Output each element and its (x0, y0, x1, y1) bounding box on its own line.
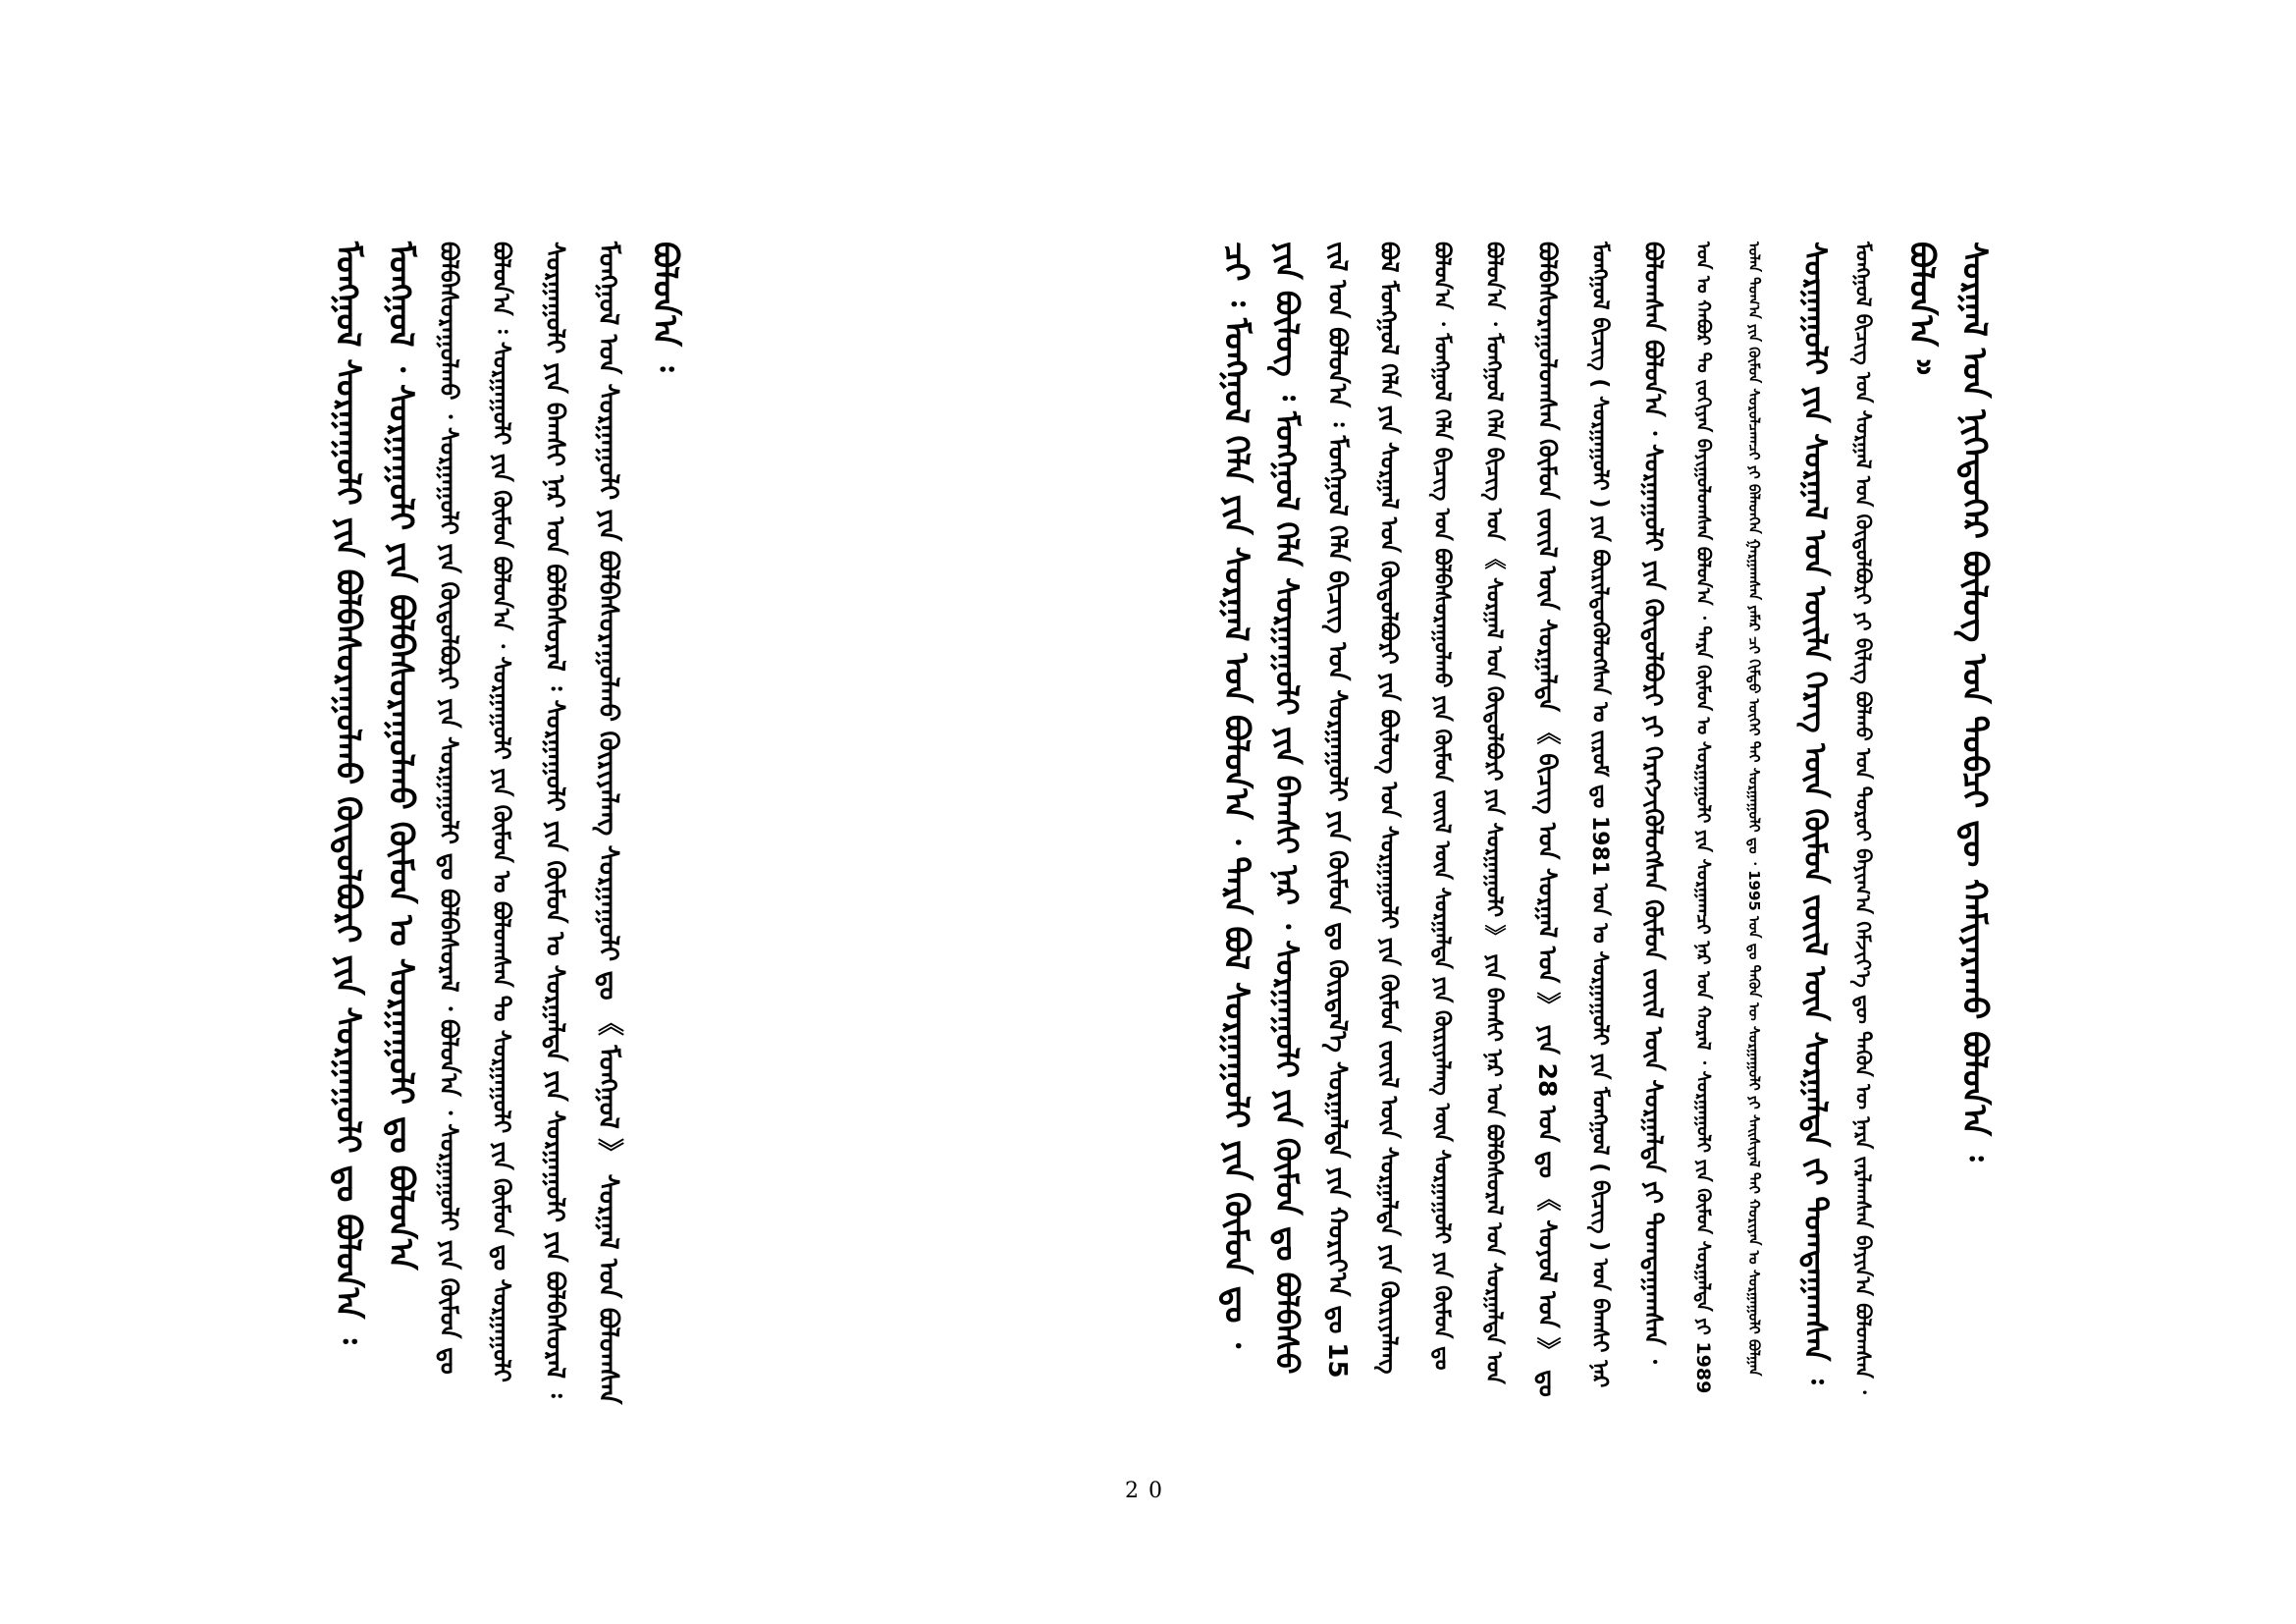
text-column-17: ᠮᠣᠩᠭᠣᠯ ᠤᠨ ᠰᠤᠷᠭᠠᠭᠤᠯᠢ ᠶᠢᠨ ᠪᠣᠯᠪᠠᠰᠤᠷᠠᠭᠤᠯᠬᠤ ᠬᠦᠷᠢᠶᠡᠯᠡᠩ ᠰᠤᠷᠭᠠᠭᠤᠯᠢ ᠳᠤ 《 ᠮᠣᠩᠭᠣᠯ 》 ᠰᠤᠷᠭᠠᠯ ᠤᠨ ᠪᠣᠯᠤᠭᠰᠠᠨ (593, 242, 623, 1405)
text-column-18: ᠰᠤᠷᠭᠠᠭᠤᠯᠢ ᠶᠢᠨ ᠪᠠᠭᠰᠢ ᠨᠠᠷ ᠤᠨ ᠪᠣᠯᠪᠠᠰᠤᠷᠠᠯ ᠄ ᠰᠤᠷᠭᠠᠭᠤᠯᠢ ᠶᠢᠨ ᠬᠦᠮᠦᠨ ᠤ ᠰᠤᠷᠭᠠᠯᠲᠠ ᠶᠢᠨ ᠰᠤᠷᠭᠠᠭᠤᠯᠢ ᠶᠢᠨ ᠪᠣᠯᠪᠠᠰᠤᠷᠠᠯ ᠄ (540, 242, 569, 1398)
text-column-12: ᠪᠣᠯ ᠮᠣᠩᠭᠣᠯ ᠬᠡᠯᠡ ᠶᠢᠨ ᠰᠤᠷᠭᠠᠯ ᠤᠨ ᠬᠥᠲᠦᠯᠪᠦᠷᠢ ᠶᠢᠨ ᠪᠦᠯᠦᠭ ᠤᠨ ᠰᠤᠷᠭᠠᠭᠤᠯᠢ ᠶᠢᠨ ᠬᠦᠮᠦᠨ ᠵᠦᠢᠯ ᠦᠨ ᠰᠤᠷᠭᠠᠯᠲᠠ ᠶᠢᠨ ᠬᠦᠷᠢᠶᠡᠯᠡᠩ (1375, 242, 1403, 1375)
text-column-5: ᠣᠯᠠᠨ ᠲᠣᠭ᠎ᠠ ᠶᠢᠨ ᠬᠦᠮᠦᠨ ᠰᠤᠷᠤᠯᠴᠠᠭᠴᠢ ᠶᠢ ᠪᠡᠯᠡᠳᠬᠡᠨ ᠭᠠᠷᠭᠠᠭᠰᠠᠨ ᠶᠠᠮᠠᠷ ᠴᠢ ᠬᠢᠮᠳᠦ ᠦᠭᠡᠢ ᠲᠡᠢ ᠰᠤᠷᠭᠠᠭᠤᠯᠢ ᠳᠤ ᠂ 1995 ᠣᠨ ᠳᠤ ᠲᠡᠭᠦᠨ ᠦ ᠰᠤᠷᠭᠠᠭᠤᠯᠢ ᠶᠢ ᠰᠠᠢᠰᠢᠶᠠᠯ ᠲᠠᠢ ᠬᠣᠷᠢᠶᠠᠨ ᠤ ᠰᠤᠷᠭᠠᠭᠤᠯᠢ ᠪᠣᠯᠭᠠᠨ (1745, 242, 1763, 1377)
text-column-4: ᠰᠤᠷᠭᠠᠭᠤᠯᠢ ᠶᠢᠨ ᠰᠤᠷᠭᠠᠯ ᠤᠨ ᠦᠢᠯᠡ ᠬᠡᠷᠡᠭ ᠦᠨ ᠬᠦᠮᠦᠨ ᠵᠦᠢᠯ ᠦᠨ ᠰᠤᠷᠭᠠᠯᠲᠠ ᠵᠢ ᠲᠣᠭᠲᠠᠭᠠᠭᠰᠠᠨ ᠄ (1797, 242, 1833, 1384)
text-column-7: ᠪᠣᠯᠤᠭᠰᠠᠨ ᠪᠣᠯᠤᠨ᠎ᠠ ᠂ ᠰᠤᠷᠭᠠᠭᠤᠯᠢ ᠶᠢᠨ ᠬᠥᠲᠦᠯᠪᠦᠷᠢ ᠶᠢ ᠬᠡᠷᠡᠭᠵᠢᠭᠦᠯᠦᠭᠰᠡᠨ ᠬᠦᠮᠦᠨ ᠵᠦᠢᠯ ᠦᠨ ᠰᠤᠷᠭᠠᠯᠲᠠ ᠶᠢ ᠲᠣᠭᠲᠠᠭᠠᠭᠰᠠᠨ ᠂ (1639, 242, 1668, 1364)
text-column-20: ᠪᠣᠯᠪᠠᠰᠤᠷᠠᠭᠤᠯᠬᠤ ᠂ ᠰᠤᠷᠭᠠᠭᠤᠯᠢ ᠶᠢᠨ ᠬᠥᠲᠦᠯᠪᠦᠷᠢ ᠶᠢᠨ ᠰᠤᠷᠭᠠᠭᠤᠯᠢ ᠳᠤ ᠪᠣᠯᠪᠠᠰᠤᠷᠠᠯ ᠂ ᠪᠣᠯᠤᠨ᠎ᠠ ᠂ ᠰᠤᠷᠭᠠᠭᠤᠯᠢ ᠶᠢᠨ ᠬᠦᠮᠦᠨ ᠳᠤ (435, 242, 463, 1375)
text-column-21: ᠮᠣᠩᠭᠣᠯ ᠂ ᠰᠤᠷᠭᠠᠭᠤᠯᠢ ᠶᠢᠨ ᠪᠣᠯᠪᠠᠰᠤᠷᠠᠭᠤᠯᠬᠤ ᠬᠦᠮᠦᠨ ᠤ ᠰᠤᠷᠭᠠᠭᠤᠯᠢ ᠳᠤ ᠪᠣᠯᠤᠨ᠎ᠠ (381, 242, 420, 1271)
text-column-16: ᠪᠣᠯᠤᠨ᠎ᠠ ᠄ (645, 242, 684, 372)
text-column-13: ᠵᠢᠯ ᠤᠨ ᠪᠣᠯᠤᠨ᠎ᠠ ᠄ ᠮᠣᠩᠭᠣᠯ ᠬᠡᠯᠡ ᠪᠢᠴᠢᠭ ᠤᠨ ᠰᠤᠷᠭᠠᠭᠤᠯᠢ ᠶᠢᠨ ᠬᠦᠮᠦᠨ ᠳᠤ ᠬᠦᠷᠲᠡᠯ᠎ᠡ ᠰᠤᠷᠭᠠᠯᠲᠠ ᠶᠢᠨ ᠬᠣᠷᠢᠶ᠎ᠠ ᠳᠤ 15 (1322, 242, 1352, 1379)
text-column-19: ᠪᠣᠯᠤᠨ᠎ᠠ ᠄ ᠰᠤᠷᠭᠠᠭᠤᠯᠢ ᠶᠢᠨ ᠬᠦᠮᠦᠨ ᠪᠣᠯᠤᠨ᠎ᠠ ᠂ ᠰᠤᠷᠭᠠᠭᠤᠯᠢ ᠶᠢᠨ ᠬᠦᠮᠦᠨ ᠤ ᠪᠣᠯᠤᠭᠰᠠᠨ ᠲᠤ ᠰᠤᠷᠭᠠᠭᠤᠯᠢ ᠶᠢᠨ ᠬᠦᠮᠦᠨ ᠳᠤ ᠰᠤᠷᠭᠠᠭᠤᠯᠢ (488, 242, 515, 1382)
page-number: 20 (1125, 1479, 1172, 1503)
text-column-1: ᠰᠤᠷᠭᠠᠯ ᠤᠨ ᠨᠢᠭᠡᠳᠦᠭᠡᠷ ᠪᠦᠯᠦᠭ ᠤᠨ ᠲᠣᠪᠴᠢ ᠳᠦ ᠬᠠᠮᠢᠶᠠᠷᠠᠬᠤ ᠪᠣᠯᠤᠨ᠎ᠠ ᠄ (1954, 242, 1994, 1162)
text-column-22: ᠮᠣᠩᠭᠣᠯ ᠰᠤᠷᠭᠠᠭᠤᠯᠢ ᠶᠢᠨ ᠪᠣᠯᠪᠠᠰᠤᠷᠠᠭᠤᠯᠬᠤ ᠬᠥᠲᠦᠯᠪᠦᠷᠢ ᠶᠢᠨ ᠰᠤᠷᠭᠠᠭᠤᠯᠢ ᠳᠤ ᠪᠣᠯᠤᠨ᠎ᠠ ᠄ (328, 242, 367, 1344)
text-column-14: ᠶᠢᠨ ᠪᠦᠯᠦᠭ ᠄ ᠮᠣᠩᠭᠣᠯ ᠬᠡᠯᠡ ᠰᠤᠷᠭᠠᠭᠤᠯᠢ ᠶᠢᠨ ᠪᠠᠭᠰᠢ ᠨᠠᠷ ᠂ ᠰᠤᠷᠭᠠᠭᠤᠯᠢ ᠶᠢᠨ ᠬᠦᠮᠦᠨ ᠳᠤ ᠪᠣᠯᠪᠠᠰᠤ (1268, 242, 1306, 1375)
text-column-15: ᠴᠢ ᠄ ᠮᠣᠩᠭᠣᠯ ᠬᠡᠯᠡ ᠶᠢᠨ ᠰᠤᠷᠭᠠᠯ ᠤᠨ ᠪᠣᠯᠤᠨ᠎ᠠ ᠂ ᠲᠡᠷᠡ ᠪᠣᠯ ᠰᠤᠷᠭᠠᠭᠤᠯᠢ ᠶᠢᠨ ᠬᠦᠮᠦᠨ ᠳᠤ ᠂ (1216, 242, 1255, 1349)
text-column-3: ᠮᠣᠩᠭᠣᠯ ᠪᠢᠴᠢᠭ ᠤᠨ ᠰᠤᠷᠭᠠᠯ ᠤᠨ ᠬᠥᠲᠦᠯᠪᠦᠷᠢ ᠶᠢ ᠪᠢᠯᠢᠭ ᠪᠣᠯᠬᠤ ᠤᠨ ᠳᠤᠷᠤᠢ ᠪᠠᠶᠢᠭ᠎ᠠ ᠬᠡᠮᠵᠢᠶ᠎ᠡ ᠳᠦ ᠲᠡᠭᠦᠨ ᠦ ᠨᠡᠷᠡ ᠵᠠᠷᠯᠠᠭᠰᠠᠨ ᠪᠠᠶᠢᠨ᠎ᠠ ᠪᠣᠯᠤᠭᠰᠠᠨ ᠂ (1851, 242, 1875, 1394)
text-column-2: ᠪᠣᠯᠤᠨ᠎ᠠ ᠉ (1901, 242, 1941, 377)
text-column-6: ᠣᠨ ᠤ ᠬᠠᠪᠤᠷ ᠲᠤ ᠵᠣᠬᠢᠶᠠᠨ ᠪᠠᠶᠢᠭᠤᠯᠤᠭᠰᠠᠨ ᠪᠣᠯᠤᠨ᠎ᠠ ᠂ ᠲᠡᠷᠡ ᠬᠦᠮᠦᠨ ᠤ ᠰᠤᠷᠭᠠᠭᠤᠯᠢ ᠶᠢᠨ ᠰᠤᠷᠭᠠᠭᠴᠢ ᠨᠠᠷ ᠤᠨ ᠬᠤᠷᠠᠯ ᠂ ᠰᠤᠷᠭᠠᠭᠤᠯᠢ ᠶᠢᠨ ᠬᠦᠮᠦᠨ ᠰᠤᠷᠭᠠᠯᠲᠠ ᠶᠢ 1989 (1692, 242, 1714, 1394)
text-column-9: ᠪᠣᠯᠪᠠᠰᠤᠷᠠᠭᠤᠯᠤᠭᠰᠠᠨ ᠬᠦᠮᠦᠨ ᠵᠦᠢᠯ ᠦᠨ ᠰᠤᠷᠭᠠᠯᠲᠠ 《 ᠪᠢᠴᠢᠭ ᠤᠨ ᠰᠤᠷᠭᠠᠯ ᠤᠨ 》 ᠶᠢᠨ 28 ᠣᠨ ᠳᠤ 《 ᠰᠣᠶᠣᠯ ᠤᠨ 》 ᠳᠤ (1533, 242, 1562, 1397)
text-column-10: ᠪᠣᠯᠤᠨ᠎ᠠ ᠂ ᠮᠣᠩᠭᠣᠯ ᠬᠡᠯᠡ ᠪᠢᠴᠢᠭ ᠤᠨ 《 ᠰᠤᠷᠭᠠᠯ ᠤᠨ ᠬᠥᠲᠦᠯᠪᠦᠷᠢ ᠶᠢᠨ ᠰᠤᠷᠭᠠᠭᠤᠯᠢ 》 ᠶᠢᠨ ᠪᠠᠭᠰᠢ ᠨᠠᠷ ᠤᠨ ᠪᠣᠯᠪᠠᠰᠤᠷᠠᠯ ᠤᠨ ᠰᠤᠷᠭᠠᠯᠲᠠ ᠤᠨ (1481, 242, 1506, 1384)
text-column-8: ᠮᠣᠩᠭᠣᠯ ᠪᠢᠴᠢᠭ ( ᠰᠤᠷᠭᠠᠭᠤᠯᠢ ) ᠶᠢᠨ ᠪᠦᠷᠢᠯᠳᠦᠭᠦᠯᠦᠭᠰᠡᠨ ᠤ ᠵᠢᠷᠤᠮ ᠳᠤ 1981 ᠣᠨ ᠤ ᠰᠤᠷᠭᠠᠭᠤᠯᠢ ᠶᠢᠨ ᠮᠣᠩᠭᠣᠯ ( ᠪᠢᠴᠢᠭ ) ᠤᠨ ᠪᠠᠭᠰᠢ ᠨᠠᠷ (1587, 242, 1612, 1388)
text-column-11: ᠪᠣᠯᠤᠨ᠎ᠠ ᠂ ᠮᠣᠩᠭᠣᠯ ᠬᠡᠯᠡ ᠪᠢᠴᠢᠭ ᠤᠨ ᠪᠣᠯᠪᠠᠰᠤᠷᠠᠭᠤᠯᠬᠤ ᠶᠢᠨ ᠬᠦᠮᠦᠨ ᠵᠦᠢᠯ ᠦᠨ ᠰᠤᠷᠭᠠᠯᠲᠠ ᠶᠢᠨ ᠬᠦᠷᠢᠶᠡᠯᠡᠩ ᠦᠨ ᠰᠤᠷᠭᠠᠭᠤᠯᠢ ᠶᠢᠨ ᠬᠦᠮᠦᠨ ᠳᠤ (1429, 242, 1454, 1371)
